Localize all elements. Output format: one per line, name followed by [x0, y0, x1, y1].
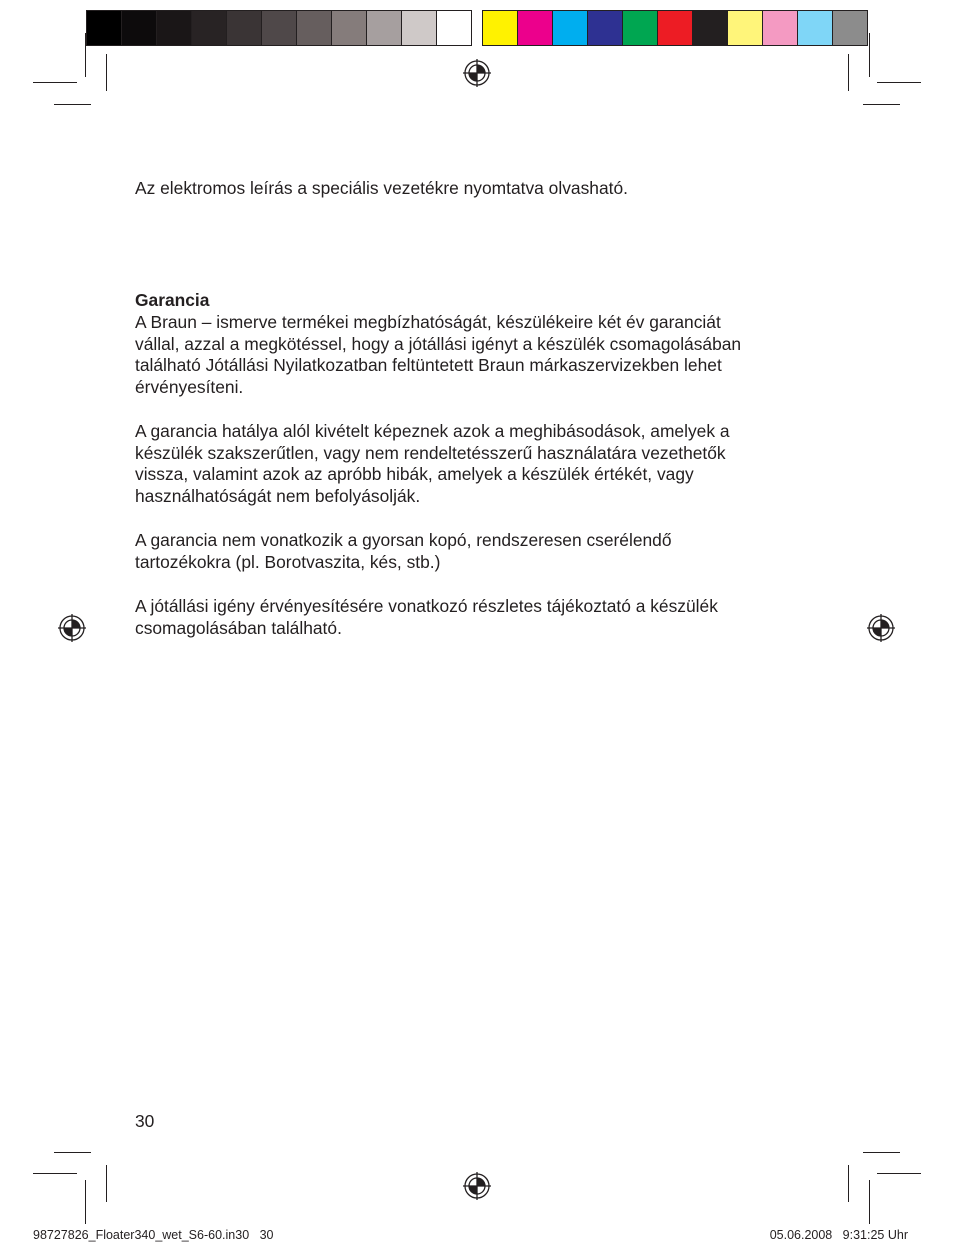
paragraph: A jótállási igény érvényesítésére vonatkozó részletes tájékoztató a készülék csomagolásában található.	[135, 596, 718, 638]
intro-text: Az elektromos leírás a speciális vezetékre nyomtatva olvasható.	[135, 178, 628, 198]
paragraph: A Braun – ismerve termékei megbízhatóságát, készülékeire két év garanciát vállal, azzal a megkötéssel, hogy a jótállási igényt a készülék csomagolásában található Jótállási Nyilatkozatban feltüntetett Braun márkaszervizekben lehet érvényesíteni.	[135, 312, 742, 398]
color-swatch	[483, 11, 518, 45]
crop-mark	[106, 54, 107, 91]
crop-mark	[106, 1165, 107, 1202]
color-swatch	[693, 11, 728, 45]
registration-mark-icon	[867, 614, 895, 642]
registration-mark-icon	[463, 59, 491, 87]
color-swatch	[588, 11, 623, 45]
color-swatch	[87, 11, 122, 45]
registration-mark-icon	[58, 614, 86, 642]
crop-mark	[85, 1180, 86, 1224]
color-swatch	[798, 11, 833, 45]
color-swatch	[402, 11, 437, 45]
crop-mark	[869, 1180, 870, 1224]
color-swatch	[157, 11, 192, 45]
section-heading: Garancia	[135, 290, 210, 310]
crop-mark	[877, 82, 921, 83]
paragraph: A garancia nem vonatkozik a gyorsan kopó, rendszeresen cserélendő tartozékokra (pl. Borotvaszita, kés, stb.)	[135, 530, 672, 572]
color-swatch	[262, 11, 297, 45]
slug-file-info: 98727826_Floater340_wet_S6-60.in30 30	[33, 1228, 274, 1242]
crop-mark	[869, 33, 870, 77]
paragraph: A garancia hatálya alól kivételt képeznek azok a meghibásodások, amelyek a készülék szakszerűtlen, vagy nem rendeltetésszerű használatára vezethetők vissza, valamint azok az apróbb hibák, amelyek a készülék értékét, vagy használhatóságát nem befolyásolják.	[135, 421, 730, 507]
color-swatch	[833, 11, 867, 45]
grayscale-color-bar	[86, 10, 472, 46]
color-swatch	[367, 11, 402, 45]
color-swatch	[763, 11, 798, 45]
page-number: 30	[135, 1111, 155, 1131]
crop-mark	[85, 33, 86, 77]
crop-mark	[54, 1152, 91, 1153]
color-swatch	[332, 11, 367, 45]
registration-mark-icon	[463, 1172, 491, 1200]
crop-mark	[33, 82, 77, 83]
color-swatch	[437, 11, 471, 45]
color-swatch	[122, 11, 157, 45]
color-swatch	[623, 11, 658, 45]
crop-mark	[54, 104, 91, 105]
crop-mark	[863, 1152, 900, 1153]
color-swatch	[192, 11, 227, 45]
crop-mark	[848, 1165, 849, 1202]
color-swatch	[227, 11, 262, 45]
process-color-bar	[482, 10, 868, 46]
color-swatch	[553, 11, 588, 45]
color-swatch	[658, 11, 693, 45]
crop-mark	[848, 54, 849, 91]
color-swatch	[297, 11, 332, 45]
color-swatch	[518, 11, 553, 45]
slug-timestamp: 05.06.2008 9:31:25 Uhr	[769, 1228, 908, 1242]
crop-mark	[33, 1173, 77, 1174]
crop-mark	[863, 104, 900, 105]
color-swatch	[728, 11, 763, 45]
crop-mark	[877, 1173, 921, 1174]
